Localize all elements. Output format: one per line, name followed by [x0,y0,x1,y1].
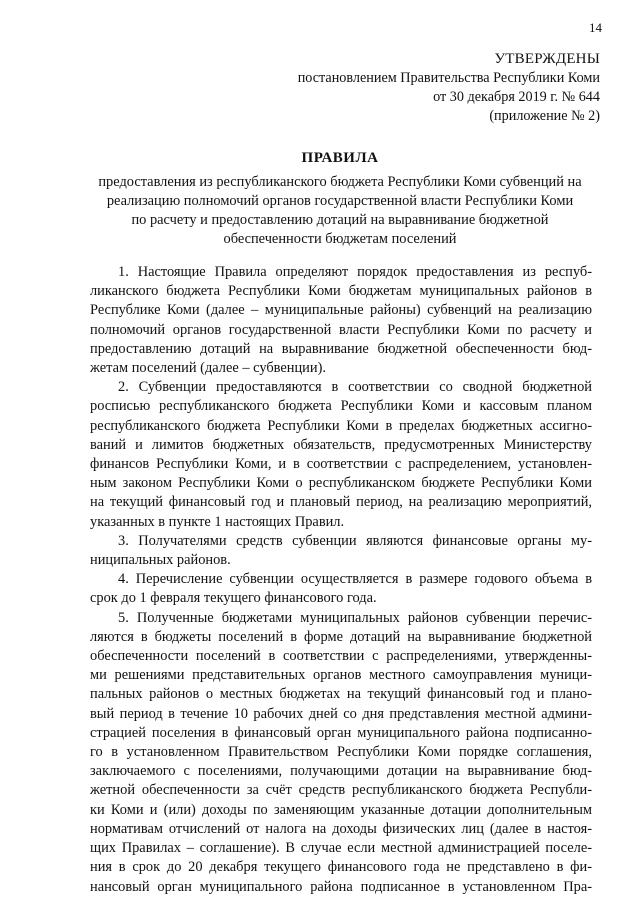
approval-resolution: постановлением Правительства Республики Коми [297,70,600,86]
paragraph-5-line: страцией поселения в финансовый орган муниципального района подписанно- [90,724,592,741]
document-title-block [90,150,590,249]
paragraph-5-line: го в установленном Правительством Республики Коми порядке соглашения, [90,744,592,761]
paragraph-1-line: полномочий органов государственной власти Республики Коми по расчету и [90,321,592,338]
paragraph-2-line: финансов Республики Коми, и в соответствии с распределением, установлен- [90,456,592,473]
paragraph-2-line: росписью республиканского бюджета Республики Коми и кассовым планом [90,398,592,415]
paragraph-5-line: жетной обеспеченности за счёт средств республиканского бюджета Республи- [90,782,592,799]
paragraph-5-line: ки Коми и (или) доходы по заменяющим указанные дотации дополнительным [90,801,592,818]
approval-appendix: (приложение № 2) [489,108,600,124]
subtitle-line: реализацию полномочий органов государственной власти Республики Коми [106,193,574,209]
approval-heading: УТВЕРЖДЕНЫ [494,51,600,67]
approval-stamp [298,50,600,126]
paragraph-5-line: ляются в бюджеты поселений в форме дотаций на выравнивание бюджетной [90,628,592,645]
paragraph-5-line: нансовый орган муниципального района подписанное в установленном Пра- [90,878,592,895]
paragraph-5-line: ния в срок до 20 декабря текущего финансового года не представлено в фи- [90,859,592,876]
paragraph-2-line: на текущий финансовый год и плановый период, на реализацию мероприятий, [90,494,592,511]
document-body [90,263,592,897]
paragraph-5-line: обеспеченности поселений в соответствии с распределениями, утвержденны- [90,648,592,665]
paragraph-4-line: 4. Перечисление субвенции осуществляется в размере годового объема в [118,571,592,588]
paragraph-2-line: республиканского бюджета Республики Коми в пределах бюджетных ассигно- [90,417,592,434]
subtitle-line: по расчету и предоставлению дотаций на выравнивание бюджетной [131,212,549,228]
paragraph-2-line: ваний и лимитов бюджетных обязательств, предусмотренных Министерству [90,436,592,453]
paragraph-4-line: срок до 1 февраля текущего финансового года. [90,590,377,607]
paragraph-1-line: ликанского бюджета Республики Коми бюджетам муниципальных районов в [90,283,592,300]
paragraph-1-line: предоставлению дотаций на выравнивание бюджетной обеспеченности бюд- [90,340,592,357]
document-subtitle [90,173,590,249]
paragraph-1-line: 1. Настоящие Правила определяют порядок предоставления из респуб- [118,264,592,280]
subtitle-line: обеспеченности бюджетам поселений [223,231,457,247]
subtitle-line: предоставления из республиканского бюджета Республики Коми субвенций на [98,174,582,190]
paragraph-2-line: ным законом Республики Коми о республиканском бюджете Республики Коми [90,475,592,492]
document-title: ПРАВИЛА [301,150,379,166]
paragraph-5-line: заключаемого с поселениями, получающими дотации на выравнивание бюд- [90,763,592,780]
paragraph-5-line: нормативам отчислений от налога на доходы физических лиц (далее в настоя- [90,820,592,837]
paragraph-3-line: 3. Получателями средств субвенции являются финансовые органы му- [118,532,592,549]
paragraph-1-line: жетам поселений (далее – субвенции). [90,360,326,377]
paragraph-3-line: ниципальных районов. [90,552,231,569]
paragraph-5-line: ми решениями представительных органов местного самоуправления муници- [90,667,592,684]
paragraph-5-line: 5. Полученные бюджетами муниципальных районов субвенции перечис- [118,609,592,626]
paragraph-1-line: Республике Коми (далее – муниципальные районы) субвенций на реализацию [90,302,592,319]
paragraph-5-line: щих Правилах – соглашение). В случае если местной администрацией поселе- [90,840,592,857]
paragraph-5-line: вый период в течение 10 рабочих дней со дня представления местной админи- [90,705,592,722]
approval-date: от 30 декабря 2019 г. № 644 [433,89,600,105]
paragraph-2-line: указанных в пункте 1 настоящих Правил. [90,513,345,530]
paragraph-2-line: 2. Субвенции предоставляются в соответствии со сводной бюджетной [118,379,592,396]
paragraph-5-line: пальных районов о местных бюджетах на текущий финансовый год и плано- [90,686,592,703]
page-number: 14 [589,20,602,35]
